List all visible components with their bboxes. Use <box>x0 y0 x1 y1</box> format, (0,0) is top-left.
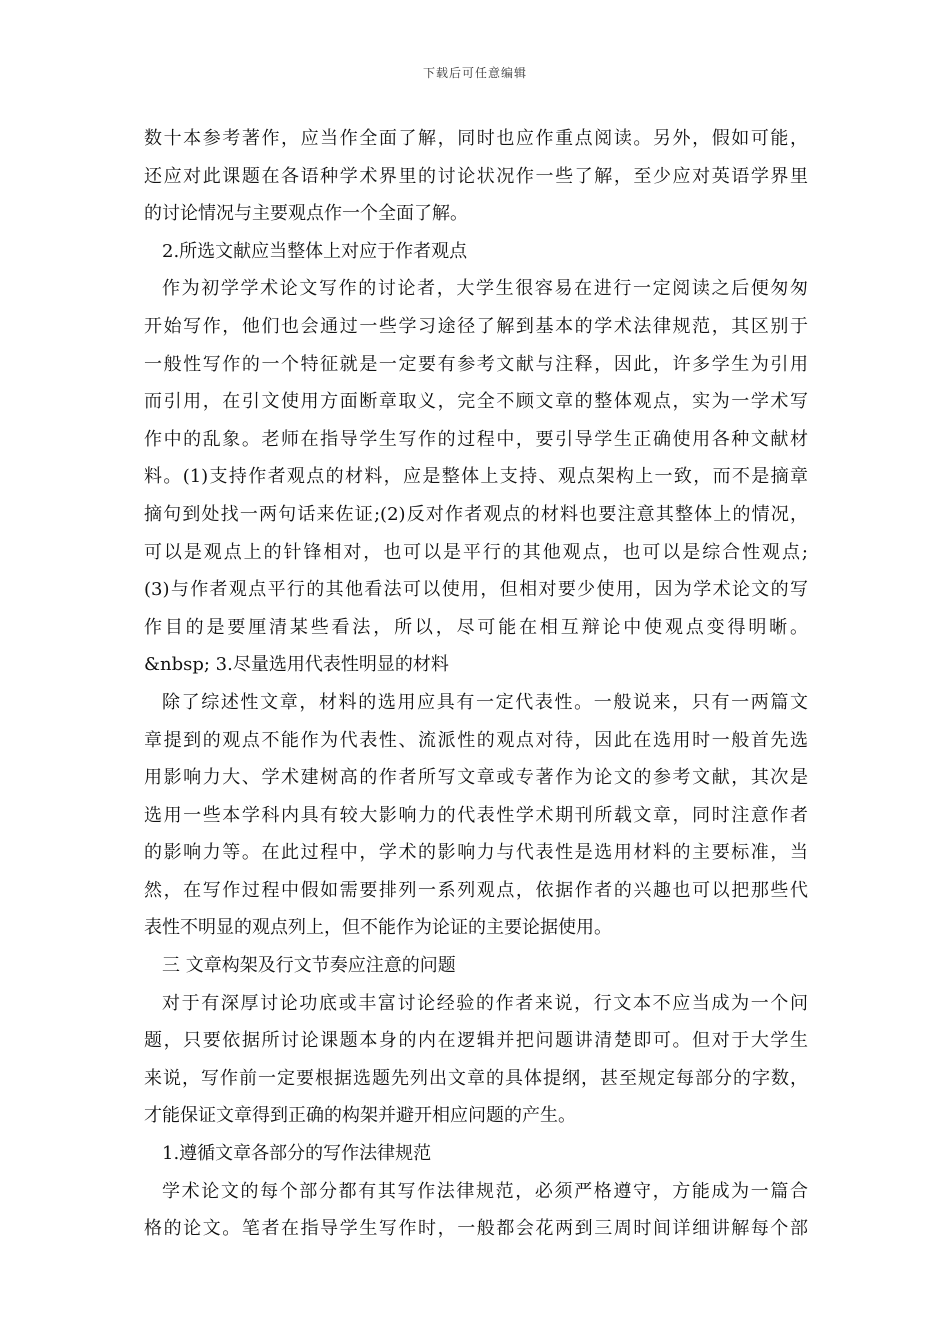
text-line: 作中的乱象。老师在指导学生写作的过程中，要引导学生正确使用各种文献材 <box>144 428 808 450</box>
text-line: 然，在写作过程中假如需要排列一系列观点，依据作者的兴趣也可以把那些代 <box>144 879 808 901</box>
section-heading: 2.所选文献应当整体上对应于作者观点 <box>162 240 468 262</box>
section-heading: 1.遵循文章各部分的写作法律规范 <box>162 1143 432 1165</box>
section-heading: 三 文章构架及行文节奏应注意的问题 <box>162 955 456 977</box>
text-line: 还应对此课题在各语种学术界里的讨论状况作一些了解，至少应对英语学界里 <box>144 165 808 187</box>
text-line: 对于有深厚讨论功底或丰富讨论经验的作者来说，行文本不应当成为一个问 <box>162 992 808 1014</box>
text-line: 章提到的观点不能作为代表性、流派性的观点对待，因此在选用时一般首先选 <box>144 729 808 751</box>
text-line: 表性不明显的观点列上，但不能作为论证的主要论据使用。 <box>144 917 612 939</box>
text-line: 选用一些本学科内具有较大影响力的代表性学术期刊所载文章，同时注意作者 <box>144 804 808 826</box>
page-header: 下载后可任意编辑 <box>422 66 527 80</box>
text-line: 而引用，在引文使用方面断章取义，完全不顾文章的整体观点，实为一学术写 <box>144 391 808 413</box>
text-line: 格的论文。笔者在指导学生写作时，一般都会花两到三周时间详细讲解每个部 <box>144 1218 808 1240</box>
text-line: 的影响力等。在此过程中，学术的影响力与代表性是选用材料的主要标准，当 <box>144 842 808 864</box>
text-line: 才能保证文章得到正确的构架并避开相应问题的产生。 <box>144 1105 576 1127</box>
text-line: 摘句到处找一两句话来佐证;(2)反对作者观点的材料也要注意其整体上的情况， <box>144 503 808 525</box>
text-line: 题，只要依据所讨论课题本身的内在逻辑并把问题讲清楚即可。但对于大学生 <box>144 1030 808 1052</box>
text-line: 一般性写作的一个特征就是一定要有参考文献与注释，因此，许多学生为引用 <box>144 353 808 375</box>
document-body <box>144 120 808 1248</box>
text-line: 可以是观点上的针锋相对，也可以是平行的其他观点，也可以是综合性观点; <box>144 541 808 563</box>
text-line: 料。(1)支持作者观点的材料，应是整体上支持、观点架构上一致，而不是摘章 <box>144 466 808 488</box>
text-line: 除了综述性文章，材料的选用应具有一定代表性。一般说来，只有一两篇文 <box>162 691 808 713</box>
text-line: 用影响力大、学术建树高的作者所写文章或专著作为论文的参考文献，其次是 <box>144 767 808 789</box>
text-line: 数十本参考著作，应当作全面了解，同时也应作重点阅读。另外，假如可能， <box>144 128 808 149</box>
text-line: 学术论文的每个部分都有其写作法律规范，必须严格遵守，方能成为一篇合 <box>162 1180 808 1202</box>
text-line: (3)与作者观点平行的其他看法可以使用，但相对要少使用，因为学术论文的写 <box>144 579 808 601</box>
text-line: 的讨论情况与主要观点作一个全面了解。 <box>144 203 468 225</box>
text-line: 开始写作，他们也会通过一些学习途径了解到基本的学术法律规范，其区别于 <box>144 315 808 337</box>
text-line: 作为初学学术论文写作的讨论者，大学生很容易在进行一定阅读之后便匆匆 <box>162 278 808 300</box>
text-line: 来说，写作前一定要根据选题先列出文章的具体提纲，甚至规定每部分的字数， <box>144 1067 808 1089</box>
section-heading: &nbsp; 3.尽量选用代表性明显的材料 <box>144 654 449 676</box>
text-line: 作目的是要厘清某些看法，所以，尽可能在相互辩论中使观点变得明晰。 <box>144 616 808 638</box>
